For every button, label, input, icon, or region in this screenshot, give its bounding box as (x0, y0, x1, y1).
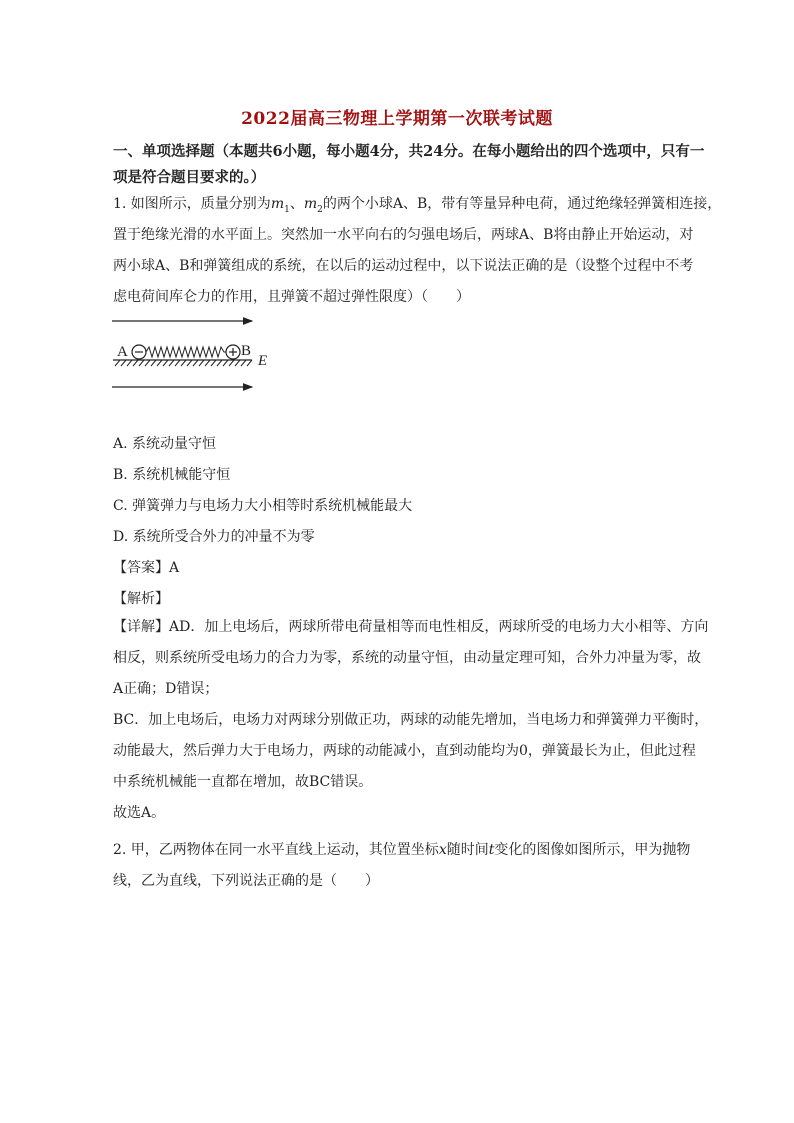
question-1-stem (113, 189, 722, 313)
option-c: C. 弹簧弹力与电场力大小相等时系统机械能最大 (113, 498, 413, 514)
answer-label: 【答案】A (113, 560, 180, 576)
question-2-line-2: 线，乙为直线，下列说法正确的是（ ） (113, 873, 379, 889)
q2-text-suffix: 变化的图像如图所示，甲为抛物 (494, 842, 691, 858)
spring-balls-figure (110, 309, 280, 394)
mass-subscript-2: 2 (317, 204, 323, 215)
question-1-line-4: 虑电荷间库仑力的作用，且弹簧不超过弹性限度）（ ） (113, 289, 470, 305)
q1-text-suffix: 的两个小球A、B，带有等量异种电荷，通过绝缘轻弹簧相连接， (322, 196, 722, 212)
option-d: D. 系统所受合外力的冲量不为零 (113, 529, 315, 545)
question-2-line-1 (113, 835, 705, 866)
variable-t: t (488, 842, 495, 858)
mass-subscript-1: 1 (284, 204, 290, 215)
analysis-label: 【解析】 (113, 591, 169, 607)
detail-line-1: 【详解】AD．加上电场后，两球所带电荷量相等而电性相反，两球所受的电场力大小相等、方向 (113, 619, 709, 635)
spring-coil (146, 347, 226, 357)
exam-title: 2022届高三物理上学期第一次联考试题 (241, 109, 553, 129)
question-1-line-1 (113, 189, 722, 220)
q2-text: 2. 甲，乙两物体在同一水平直线上运动，其位置坐标 (113, 842, 439, 858)
variable-x: x (438, 842, 447, 858)
question-1-line-2: 置于绝缘光滑的水平面上。突然加一水平向右的匀强电场后，两球A、B将由静止开始运动，对 (113, 227, 694, 243)
mass-symbol-m2: m (303, 196, 318, 212)
section-heading-line-2: 项是符合题目要求的。） (113, 169, 266, 186)
question-1-line-3: 两小球A、B和弹簧组成的系统，在以后的运动过程中，以下说法正确的是（设整个过程中不考 (113, 258, 694, 274)
q1-text: 1. 如图所示，质量分别为 (113, 196, 271, 212)
ground-hatching (115, 360, 252, 366)
detail-line-5: 动能最大，然后弹力大于电场力，两球的动能减小，直到动能均为0，弹簧最长为止，但此过程 (113, 743, 696, 759)
ball-b-label: B (241, 343, 252, 359)
ball-a-label: A (117, 344, 128, 360)
option-a: A. 系统动量守恒 (113, 436, 217, 452)
detail-line-6: 中系统机械能一直都在增加，故BC错误。 (113, 774, 373, 790)
option-b: B. 系统机械能守恒 (113, 467, 231, 483)
detail-line-4: BC．加上电场后，电场力对两球分别做正功，两球的动能先增加，当电场力和弹簧弹力平衡时， (113, 712, 709, 728)
detail-line-3: A正确；D错误； (113, 681, 219, 697)
detail-line-7: 故选A。 (113, 805, 166, 821)
q1-separator: 、 (289, 196, 304, 212)
q2-text-mid: 随时间 (446, 842, 489, 858)
mass-symbol-m1: m (270, 196, 285, 212)
field-e-label: E (258, 353, 268, 369)
question-1-explanation (113, 612, 709, 829)
section-heading (113, 139, 703, 191)
question-2-stem (113, 835, 705, 897)
detail-line-2: 相反，则系统所受电场力的合力为零，系统的动量守恒，由动量定理可知，合外力冲量为零，故 (113, 650, 701, 666)
section-heading-line-1: 一、单项选择题（本题共6小题，每小题4分，共24分。在每小题给出的四个选项中，只有一 (113, 143, 705, 160)
